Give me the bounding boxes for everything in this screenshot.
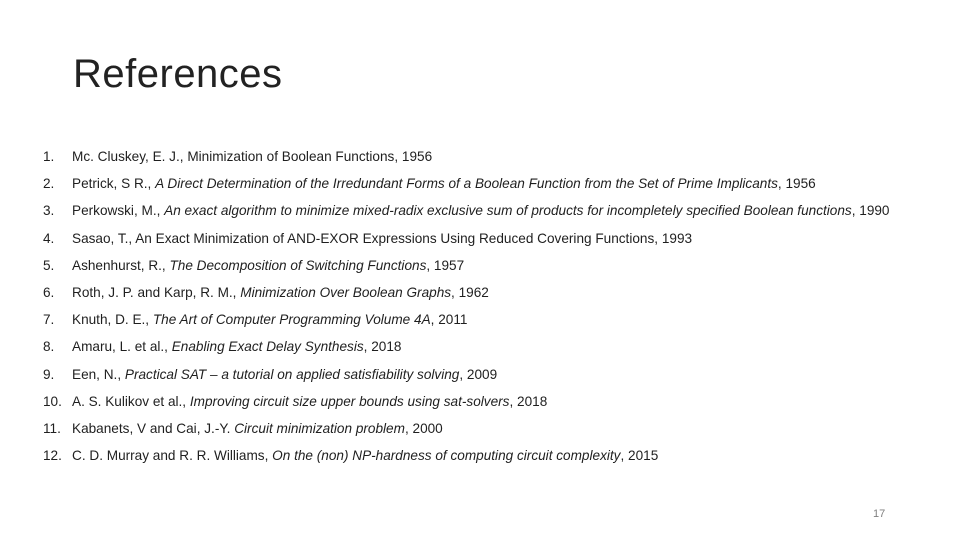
reference-year: , 2015: [620, 448, 659, 464]
reference-item: [43, 388, 958, 415]
reference-authors: Ashenhurst, R.,: [72, 257, 170, 273]
reference-authors: Knuth, D. E.,: [72, 312, 153, 328]
reference-text: [72, 339, 401, 354]
reference-number: 3.: [43, 203, 55, 219]
reference-title: An exact algorithm to minimize mixed-radix exclusive sum of products for incompletely specified Boolean functions: [164, 203, 852, 219]
reference-authors: Kabanets, V and Cai, J.-Y.: [72, 420, 235, 436]
reference-item: [43, 361, 958, 388]
reference-item: [43, 225, 958, 252]
reference-item: [43, 442, 958, 469]
reference-number: 5.: [43, 257, 55, 273]
reference-authors: Mc. Cluskey, E. J., Minimization of Boolean Functions, 1956: [72, 149, 433, 165]
reference-authors: Petrick, S R.,: [72, 176, 156, 192]
reference-title: Improving circuit size upper bounds using sat-solvers: [189, 393, 510, 409]
reference-number: 4.: [43, 230, 55, 246]
reference-authors: Roth, J. P. and Karp, R. M.,: [72, 285, 241, 301]
reference-item: [43, 306, 958, 333]
reference-authors: C. D. Murray and R. R. Williams,: [72, 448, 273, 464]
reference-number: 7.: [43, 312, 55, 328]
reference-number: 11.: [43, 420, 61, 436]
reference-year: , 2018: [509, 393, 548, 409]
reference-number: 9.: [43, 366, 55, 382]
reference-authors: Een, N.,: [72, 366, 125, 382]
reference-number: 8.: [43, 339, 55, 355]
reference-year: , 2000: [404, 420, 443, 436]
reference-text: [72, 231, 692, 246]
reference-authors: Perkowski, M.,: [72, 203, 165, 219]
reference-number: 2.: [43, 176, 55, 192]
reference-list: [43, 143, 958, 469]
reference-year: , 1990: [851, 203, 890, 219]
slide-title: References: [73, 52, 283, 96]
reference-item: [43, 197, 958, 224]
reference-year: , 1957: [426, 257, 465, 273]
reference-year: , 1956: [777, 176, 816, 192]
reference-text: [72, 203, 890, 218]
reference-title: A Direct Determination of the Irredundant Forms of a Boolean Function from the Set of Prime Implicants: [155, 176, 778, 192]
reference-item: [43, 170, 958, 197]
reference-text: [72, 421, 443, 436]
reference-number: 10.: [43, 393, 62, 409]
reference-item: [43, 143, 958, 170]
reference-title: The Decomposition of Switching Functions: [169, 257, 427, 273]
reference-year: , 2018: [363, 339, 402, 355]
reference-authors: Sasao, T., An Exact Minimization of AND-EXOR Expressions Using Reduced Covering Functions, 1993: [72, 230, 693, 246]
reference-title: Practical SAT – a tutorial on applied satisfiability solving: [124, 366, 460, 382]
reference-number: 6.: [43, 285, 55, 301]
reference-text: [72, 258, 464, 273]
reference-title: Circuit minimization problem: [234, 420, 405, 436]
reference-item: [43, 279, 958, 306]
reference-text: [72, 149, 432, 164]
reference-year: , 2011: [430, 312, 468, 328]
reference-item: [43, 333, 958, 360]
reference-item: [43, 415, 958, 442]
reference-text: [72, 367, 497, 382]
reference-year: , 2009: [459, 366, 498, 382]
reference-year: , 1962: [451, 285, 489, 301]
reference-title: On the (non) NP-hardness of computing circuit complexity: [272, 448, 621, 464]
reference-title: The Art of Computer Programming Volume 4A: [152, 312, 431, 328]
reference-authors: A. S. Kulikov et al.,: [72, 393, 190, 409]
reference-authors: Amaru, L. et al.,: [72, 339, 172, 355]
reference-number: 12.: [43, 448, 62, 464]
reference-title: Enabling Exact Delay Synthesis: [171, 339, 364, 355]
reference-text: [72, 312, 467, 327]
reference-item: [43, 252, 958, 279]
reference-title: Minimization Over Boolean Graphs: [240, 285, 452, 301]
reference-text: [72, 394, 547, 409]
reference-number: 1.: [43, 149, 55, 165]
reference-text: [72, 448, 658, 463]
reference-text: [72, 285, 489, 300]
page-number: 17: [873, 508, 886, 520]
reference-text: [72, 176, 816, 191]
